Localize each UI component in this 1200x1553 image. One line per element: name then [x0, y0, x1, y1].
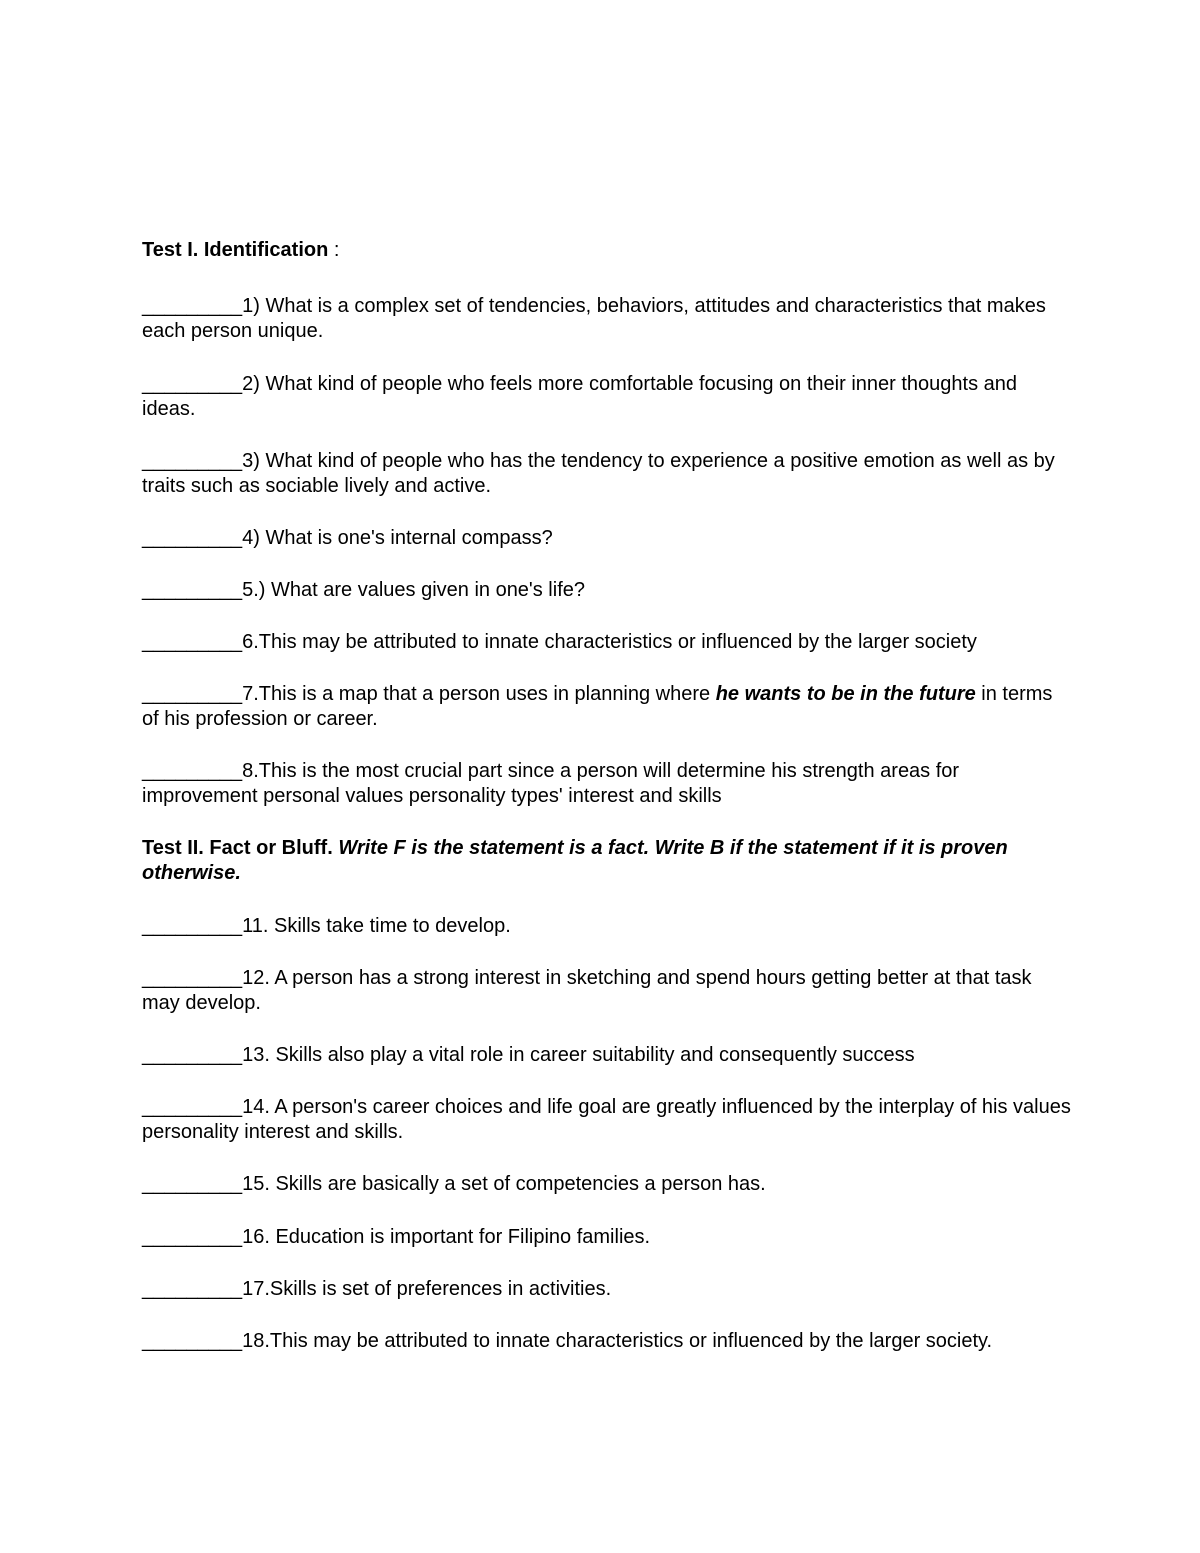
test1-question-4: _________4) What is one's internal compass?	[142, 527, 553, 549]
test1-question-1: _________1) What is a complex set of tendencies, behaviors, attitudes and characteristics that makes each person unique.	[142, 295, 1046, 342]
test2-heading	[142, 836, 1072, 886]
test2-instructions: Write F is the statement is a fact. Write B if the statement if it is proven otherwise.	[142, 837, 1008, 884]
test1-question-7-after: in terms of his profession or career.	[142, 683, 1053, 730]
test1-question-7-before: _________7.This is a map that a person uses in planning where	[142, 683, 716, 705]
test1-question-2: _________2) What kind of people who feels more comfortable focusing on their inner thoughts and ideas.	[142, 373, 1017, 420]
test2-question-17: _________17.Skills is set of preferences in activities.	[142, 1278, 612, 1300]
test1-question-3: _________3) What kind of people who has the tendency to experience a positive emotion as well as by traits such as sociable lively and active.	[142, 450, 1055, 497]
test2-question-12: _________12. A person has a strong interest in sketching and spend hours getting better at that task may develop.	[142, 967, 1032, 1014]
test1-question-8: _________8.This is the most crucial part since a person will determine his strength areas for improvement personal values personality types' interest and skills	[142, 760, 960, 807]
test2-question-13: _________13. Skills also play a vital role in career suitability and consequently success	[142, 1044, 915, 1066]
test2-title-punct: .	[327, 837, 339, 859]
test2-question-15: _________15. Skills are basically a set of competencies a person has.	[142, 1173, 766, 1195]
test1-title: Test I. Identification	[142, 239, 329, 261]
test1-title-suffix: :	[328, 239, 340, 261]
test1-question-6: _________6.This may be attributed to innate characteristics or influenced by the larger society	[142, 631, 977, 653]
test2-question-18: _________18.This may be attributed to innate characteristics or influenced by the larger society.	[142, 1330, 993, 1352]
test2-title: Test II. Fact or Bluff	[142, 837, 328, 859]
test1-question-7-emphasis: he wants to be in the future	[715, 683, 976, 705]
test2-question-16: _________16. Education is important for Filipino families.	[142, 1226, 651, 1248]
test2-question-14: _________14. A person's career choices and life goal are greatly influenced by the interplay of his values personality interest and skills.	[142, 1096, 1071, 1143]
test1-question-7	[142, 682, 1072, 732]
test1-heading	[142, 238, 1072, 263]
test1-question-5: _________5.) What are values given in one's life?	[142, 579, 585, 601]
test2-question-11: _________11. Skills take time to develop.	[142, 915, 511, 937]
